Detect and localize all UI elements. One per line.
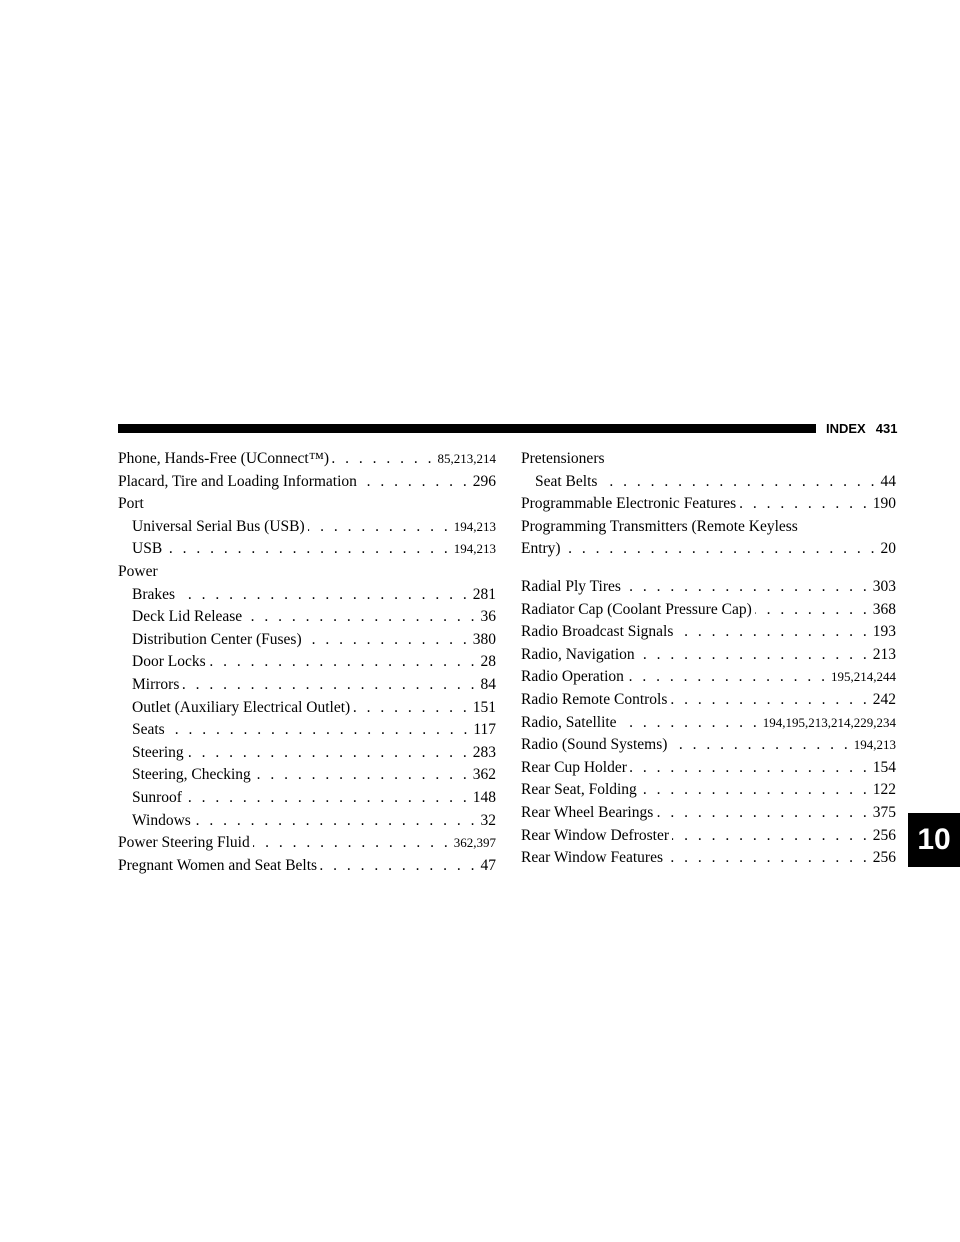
entry-pages: 44 <box>880 472 896 490</box>
index-entry <box>521 759 896 782</box>
entry-pages: 368 <box>872 600 896 618</box>
entry-pages: 190 <box>872 495 896 513</box>
index-entry <box>521 601 896 624</box>
index-entry <box>521 646 896 669</box>
entry-pages: 380 <box>472 630 496 648</box>
entry-pages: 213 <box>872 645 896 663</box>
entry-label: Radio (Sound Systems) <box>521 736 668 754</box>
index-group-r <box>521 578 896 872</box>
entry-label: Pregnant Women and Seat Belts <box>118 856 318 874</box>
entry-label: Seat Belts <box>535 472 598 490</box>
entry-pages: 84 <box>480 675 496 693</box>
entry-label: Steering, Checking <box>132 766 251 784</box>
entry-label: Radiator Cap (Coolant Pressure Cap) <box>521 600 752 618</box>
dot-leader <box>245 608 477 626</box>
index-entry <box>521 578 896 601</box>
index-subentry <box>118 653 496 676</box>
page-number: 431 <box>875 421 898 436</box>
index-entry <box>521 849 896 872</box>
entry-label: Rear Wheel Bearings <box>521 803 654 821</box>
dot-leader <box>254 766 470 784</box>
entry-pages: 296 <box>472 472 496 490</box>
index-entry <box>521 518 896 541</box>
entry-pages: 32 <box>480 811 496 829</box>
dot-leader <box>630 759 870 777</box>
index-subentry <box>118 608 496 631</box>
entry-pages: 28 <box>480 653 496 671</box>
index-entry <box>118 563 496 586</box>
entry-pages: 117 <box>473 721 496 739</box>
entry-label: Brakes <box>132 585 176 603</box>
index-entry <box>521 540 896 563</box>
entry-label: USB <box>132 540 163 558</box>
dot-leader <box>627 668 828 686</box>
dot-leader <box>305 631 470 649</box>
dot-leader <box>187 744 470 762</box>
entry-label: Rear Window Features <box>521 849 663 867</box>
entry-pages: 281 <box>472 585 496 603</box>
entry-pages: 303 <box>872 577 896 595</box>
dot-leader <box>168 721 471 739</box>
entry-pages: 194,213 <box>453 541 496 557</box>
index-entry <box>521 623 896 646</box>
section-title: INDEX <box>826 421 866 436</box>
entry-label: Entry) <box>521 540 561 558</box>
entry-pages: 242 <box>872 690 896 708</box>
entry-pages: 194,213 <box>853 737 896 753</box>
index-entry <box>521 668 896 691</box>
entry-label: Deck Lid Release <box>132 608 243 626</box>
dot-leader <box>353 699 470 717</box>
index-entry <box>118 450 496 473</box>
dot-leader <box>194 812 478 830</box>
entry-label: Radio Remote Controls <box>521 690 668 708</box>
dot-leader <box>600 473 877 491</box>
index-group-p <box>521 450 896 563</box>
entry-label: Windows <box>132 811 191 829</box>
entry-pages: 20 <box>880 540 896 558</box>
dot-leader <box>178 586 470 604</box>
dot-leader <box>209 653 478 671</box>
entry-label: Pretensioners <box>521 450 605 467</box>
index-entry <box>118 857 496 880</box>
entry-label: Radio, Satellite <box>521 713 617 731</box>
entry-pages: 194,195,213,214,229,234 <box>762 714 896 730</box>
index-subentry <box>118 540 496 563</box>
index-column-left <box>118 450 496 879</box>
index-subentry <box>118 766 496 789</box>
index-subentry <box>118 676 496 699</box>
dot-leader <box>666 849 870 867</box>
dot-leader <box>253 834 451 852</box>
index-subentry <box>118 721 496 744</box>
index-column-right <box>521 450 896 872</box>
entry-label: Phone, Hands-Free (UConnect™) <box>118 450 330 467</box>
index-subentry <box>118 631 496 654</box>
entry-pages: 194,213 <box>453 518 496 534</box>
dot-leader <box>670 736 850 754</box>
dot-leader <box>308 518 451 536</box>
index-entry <box>521 495 896 518</box>
index-subentry <box>118 744 496 767</box>
entry-pages: 36 <box>480 608 496 626</box>
entry-pages: 85,213,214 <box>437 451 496 466</box>
running-header <box>826 421 897 436</box>
index-entry <box>521 450 896 473</box>
index-entry <box>118 834 496 857</box>
entry-label: Steering <box>132 743 184 761</box>
index-entry <box>521 691 896 714</box>
entry-label: Rear Cup Holder <box>521 758 627 776</box>
dot-leader <box>676 623 869 641</box>
entry-label: Radio Operation <box>521 668 624 686</box>
entry-pages: 362,397 <box>453 835 496 851</box>
entry-label: Rear Seat, Folding <box>521 781 637 799</box>
entry-label: Port <box>118 495 144 513</box>
index-entry <box>521 827 896 850</box>
entry-pages: 256 <box>872 826 896 844</box>
dot-leader <box>739 495 870 513</box>
dot-leader <box>182 676 477 694</box>
index-subentry <box>118 586 496 609</box>
entry-label: Power <box>118 562 158 580</box>
index-entry <box>118 495 496 518</box>
index-subentry <box>118 518 496 541</box>
entry-pages: 195,214,244 <box>831 669 896 685</box>
entry-label: Programmable Electronic Features <box>521 495 737 513</box>
index-entry <box>521 736 896 759</box>
entry-pages: 193 <box>872 623 896 641</box>
entry-label: Seats <box>132 721 165 739</box>
dot-leader <box>638 646 870 664</box>
entry-label: Radio Broadcast Signals <box>521 623 674 641</box>
entry-label: Universal Serial Bus (USB) <box>132 517 305 535</box>
entry-label: Programming Transmitters (Remote Keyless <box>521 517 798 535</box>
dot-leader <box>755 601 870 619</box>
entry-label: Sunroof <box>132 788 182 806</box>
dot-leader <box>656 804 869 822</box>
entry-pages: 256 <box>872 849 896 867</box>
header-rule <box>118 424 816 433</box>
index-subentry <box>521 473 896 496</box>
entry-label: Radio, Navigation <box>521 645 635 663</box>
dot-leader <box>360 473 470 491</box>
entry-label: Placard, Tire and Loading Information <box>118 472 357 490</box>
entry-label: Outlet (Auxiliary Electrical Outlet) <box>132 698 351 716</box>
dot-leader <box>624 578 870 596</box>
entry-pages: 362 <box>472 766 496 784</box>
index-subentry <box>118 699 496 722</box>
index-entry <box>521 781 896 804</box>
dot-leader <box>185 789 470 807</box>
index-entry <box>118 473 496 496</box>
entry-pages: 375 <box>872 803 896 821</box>
entry-pages: 154 <box>872 758 896 776</box>
index-subentry <box>118 812 496 835</box>
dot-leader <box>672 827 870 845</box>
dot-leader <box>564 540 878 558</box>
index-entry <box>521 804 896 827</box>
entry-label: Rear Window Defroster <box>521 826 670 844</box>
dot-leader <box>320 857 477 875</box>
index-entry <box>521 714 896 737</box>
entry-pages: 122 <box>872 781 896 799</box>
entry-pages: 283 <box>472 743 496 761</box>
entry-label: Power Steering Fluid <box>118 834 250 852</box>
entry-label: Radial Ply Tires <box>521 577 621 595</box>
entry-pages: 148 <box>472 788 496 806</box>
entry-pages: 47 <box>480 856 496 874</box>
entry-pages: 151 <box>472 698 496 716</box>
dot-leader <box>670 691 869 709</box>
dot-leader <box>640 781 870 799</box>
chapter-tab: 10 <box>908 813 960 867</box>
dot-leader <box>620 714 760 732</box>
group-spacer <box>521 563 896 578</box>
dot-leader <box>332 450 434 468</box>
entry-label: Mirrors <box>132 675 180 693</box>
dot-leader <box>165 540 451 558</box>
index-subentry <box>118 789 496 812</box>
entry-label: Distribution Center (Fuses) <box>132 630 302 648</box>
entry-label: Door Locks <box>132 653 206 671</box>
